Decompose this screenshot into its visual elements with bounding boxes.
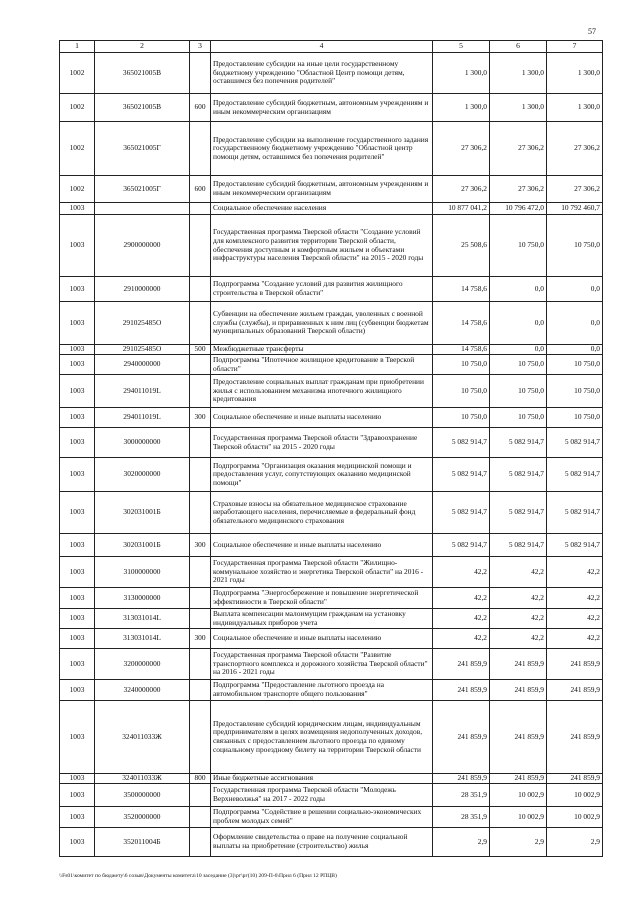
- amount-col-6-cell: 10 750,0: [490, 355, 547, 375]
- expense-type-cell: [190, 355, 211, 375]
- item-name-cell: Предоставление субсидий бюджетным, автономным учреждениям и иным некоммерческим организациям: [211, 176, 433, 203]
- table-row: [60, 408, 603, 428]
- amount-col-6-cell: 5 082 914,7: [490, 534, 547, 557]
- amount-col-7-cell: 42,2: [547, 557, 603, 588]
- section-code-cell: 1003: [60, 828, 95, 857]
- item-name-cell: Государственная программа Тверской области "Развитие транспортного комплекса и дорожного хозяйства Тверской области" на 2016 - 2021 годы: [211, 649, 433, 680]
- section-code-cell: 1003: [60, 345, 95, 355]
- amount-col-5-cell: 1 300,0: [433, 94, 490, 122]
- table-row: [60, 784, 603, 807]
- amount-col-7-cell: 27 306,2: [547, 122, 603, 176]
- section-code-cell: 1003: [60, 807, 95, 828]
- section-code-cell: 1003: [60, 629, 95, 649]
- section-code-cell: 1003: [60, 588, 95, 609]
- target-article-cell: 313031014L: [95, 609, 190, 629]
- item-name-cell: Государственная программа Тверской области "Жилищно-коммунальное хозяйство и энергетика Тверской области" на 2016 - 2021 годы: [211, 557, 433, 588]
- section-code-cell: 1002: [60, 53, 95, 94]
- amount-col-6-cell: 241 859,9: [490, 701, 547, 774]
- expense-type-cell: [190, 53, 211, 94]
- section-code-cell: 1003: [60, 302, 95, 345]
- amount-col-6-cell: 42,2: [490, 629, 547, 649]
- target-article-cell: 302031001Б: [95, 492, 190, 534]
- amount-col-7-cell: 5 082 914,7: [547, 428, 603, 458]
- table-row: [60, 492, 603, 534]
- item-name-cell: Подпрограмма "Содействие в решении социально-экономических проблем молодых семей": [211, 807, 433, 828]
- amount-col-6-cell: 0,0: [490, 277, 547, 302]
- amount-col-7-cell: 42,2: [547, 588, 603, 609]
- amount-col-5-cell: 25 508,6: [433, 215, 490, 277]
- item-name-cell: Подпрограмма "Предоставление льготного проезда на автомобильном транспорте общего пользования": [211, 680, 433, 701]
- amount-col-6-cell: 10 750,0: [490, 215, 547, 277]
- amount-col-5-cell: 42,2: [433, 609, 490, 629]
- amount-col-7-cell: 2,9: [547, 828, 603, 857]
- table-row: [60, 629, 603, 649]
- amount-col-7-cell: 241 859,9: [547, 680, 603, 701]
- amount-col-6-cell: 27 306,2: [490, 122, 547, 176]
- item-name-cell: Социальное обеспечение и иные выплаты населению: [211, 629, 433, 649]
- section-code-cell: 1003: [60, 492, 95, 534]
- amount-col-7-cell: 5 082 914,7: [547, 492, 603, 534]
- amount-col-6-cell: 5 082 914,7: [490, 458, 547, 492]
- amount-col-5-cell: 2,9: [433, 828, 490, 857]
- header-col-7: 7: [547, 41, 603, 53]
- item-name-cell: Социальное обеспечение населения: [211, 203, 433, 215]
- expense-type-cell: [190, 277, 211, 302]
- amount-col-7-cell: 241 859,9: [547, 701, 603, 774]
- item-name-cell: Государственная программа Тверской области "Здравоохранение Тверской области" на 2015 - 2020 годы: [211, 428, 433, 458]
- page-number: 57: [588, 27, 596, 36]
- section-code-cell: 1003: [60, 277, 95, 302]
- amount-col-6-cell: 241 859,9: [490, 774, 547, 784]
- expense-type-cell: [190, 588, 211, 609]
- table-row: [60, 701, 603, 774]
- section-code-cell: 1003: [60, 408, 95, 428]
- amount-col-6-cell: 241 859,9: [490, 649, 547, 680]
- amount-col-5-cell: 10 750,0: [433, 375, 490, 408]
- header-col-3: 3: [190, 41, 211, 53]
- amount-col-6-cell: 10 750,0: [490, 408, 547, 428]
- amount-col-6-cell: 5 082 914,7: [490, 492, 547, 534]
- item-name-cell: Предоставление социальных выплат гражданам при приобретении жилья с использованием механизма ипотечного жилищного кредитования: [211, 375, 433, 408]
- amount-col-7-cell: 10 750,0: [547, 408, 603, 428]
- item-name-cell: Подпрограмма "Энергосбережение и повышение энергетической эффективности в Тверской области": [211, 588, 433, 609]
- header-col-2: 2: [95, 41, 190, 53]
- section-code-cell: 1003: [60, 774, 95, 784]
- expense-type-cell: 600: [190, 94, 211, 122]
- expense-type-cell: [190, 649, 211, 680]
- expense-type-cell: 800: [190, 774, 211, 784]
- item-name-cell: Иные бюджетные ассигнования: [211, 774, 433, 784]
- expense-type-cell: [190, 122, 211, 176]
- item-name-cell: Предоставление субсидии на иные цели государственному бюджетному учреждению "Областной Центр помощи детям, оставшимся без попечения родителей": [211, 53, 433, 94]
- section-code-cell: 1003: [60, 375, 95, 408]
- table-row: [60, 375, 603, 408]
- section-code-cell: 1003: [60, 557, 95, 588]
- amount-col-7-cell: 0,0: [547, 302, 603, 345]
- amount-col-6-cell: 10 002,9: [490, 784, 547, 807]
- item-name-cell: Государственная программа Тверской области "Молодежь Верхневолжья" на 2017 - 2022 годы: [211, 784, 433, 807]
- item-name-cell: Предоставление субсидий юридическим лицам, индивидуальным предпринимателям в целях возмещения недополученных доходов, связанных с предоставлением льготного проезда по единому социальному проездному билету на территории Тверской области: [211, 701, 433, 774]
- section-code-cell: 1003: [60, 458, 95, 492]
- expense-type-cell: [190, 807, 211, 828]
- expense-type-cell: 300: [190, 408, 211, 428]
- target-article-cell: [95, 203, 190, 215]
- item-name-cell: Страховые взносы на обязательное медицинское страхование неработающего населения, перечисляемые в федеральный фонд обязательного медицинского страхования: [211, 492, 433, 534]
- target-article-cell: 3000000000: [95, 428, 190, 458]
- amount-col-5-cell: 28 351,9: [433, 784, 490, 807]
- table-row: [60, 807, 603, 828]
- item-name-cell: Предоставление субсидии на выполнение государственного задания государственному бюджетному учреждению "Областной центр помощи детям, оставшимся без попечения родителей": [211, 122, 433, 176]
- amount-col-6-cell: 1 300,0: [490, 94, 547, 122]
- amount-col-7-cell: 1 300,0: [547, 94, 603, 122]
- amount-col-5-cell: 14 758,6: [433, 302, 490, 345]
- amount-col-7-cell: 42,2: [547, 629, 603, 649]
- expense-type-cell: [190, 557, 211, 588]
- amount-col-5-cell: 5 082 914,7: [433, 534, 490, 557]
- table-row: [60, 534, 603, 557]
- section-code-cell: 1003: [60, 215, 95, 277]
- section-code-cell: 1003: [60, 701, 95, 774]
- target-article-cell: 324011033Ж: [95, 701, 190, 774]
- amount-col-6-cell: 1 300,0: [490, 53, 547, 94]
- amount-col-7-cell: 241 859,9: [547, 649, 603, 680]
- section-code-cell: 1002: [60, 94, 95, 122]
- footer-file-path: \\Fs01\комитет по бюджету\6 созыв\Документы комитета\10 заседание (3)\рг\рг(10) 209-П-6\Прил 6 (Прил 12 РПЦВ): [59, 873, 337, 879]
- item-name-cell: Межбюджетные трансферты: [211, 345, 433, 355]
- amount-col-5-cell: 42,2: [433, 557, 490, 588]
- target-article-cell: 302031001Б: [95, 534, 190, 557]
- amount-col-7-cell: 10 750,0: [547, 215, 603, 277]
- table-row: [60, 215, 603, 277]
- section-code-cell: 1003: [60, 649, 95, 680]
- target-article-cell: 3100000000: [95, 557, 190, 588]
- table-row: [60, 680, 603, 701]
- item-name-cell: Выплата компенсации малоимущим гражданам на установку индивидуальных приборов учета: [211, 609, 433, 629]
- amount-col-5-cell: 10 750,0: [433, 355, 490, 375]
- amount-col-6-cell: 10 002,9: [490, 807, 547, 828]
- amount-col-5-cell: 28 351,9: [433, 807, 490, 828]
- item-name-cell: Подпрограмма "Ипотечное жилищное кредитование в Тверской области": [211, 355, 433, 375]
- target-article-cell: 294011019L: [95, 375, 190, 408]
- table-row: [60, 557, 603, 588]
- expense-type-cell: [190, 828, 211, 857]
- table-row: [60, 302, 603, 345]
- amount-col-5-cell: 241 859,9: [433, 774, 490, 784]
- target-article-cell: 3500000000: [95, 784, 190, 807]
- table-row: [60, 458, 603, 492]
- amount-col-6-cell: 10 750,0: [490, 375, 547, 408]
- item-name-cell: Социальное обеспечение и иные выплаты населению: [211, 534, 433, 557]
- table-body: [60, 53, 603, 857]
- expense-type-cell: [190, 609, 211, 629]
- table-row: [60, 609, 603, 629]
- expense-type-cell: [190, 215, 211, 277]
- amount-col-5-cell: 14 758,6: [433, 345, 490, 355]
- table-row: [60, 176, 603, 203]
- section-code-cell: 1003: [60, 428, 95, 458]
- target-article-cell: 3130000000: [95, 588, 190, 609]
- target-article-cell: 3020000000: [95, 458, 190, 492]
- amount-col-6-cell: 10 796 472,0: [490, 203, 547, 215]
- target-article-cell: 2940000000: [95, 355, 190, 375]
- amount-col-5-cell: 1 300,0: [433, 53, 490, 94]
- target-article-cell: 365021005В: [95, 53, 190, 94]
- amount-col-5-cell: 5 082 914,7: [433, 428, 490, 458]
- table-row: [60, 53, 603, 94]
- item-name-cell: Оформление свидетельства о праве на получение социальной выплаты на приобретение (строительство) жилья: [211, 828, 433, 857]
- item-name-cell: Предоставление субсидий бюджетным, автономным учреждениям и иным некоммерческим организациям: [211, 94, 433, 122]
- amount-col-7-cell: 5 082 914,7: [547, 534, 603, 557]
- amount-col-7-cell: 241 859,9: [547, 774, 603, 784]
- amount-col-7-cell: 10 750,0: [547, 375, 603, 408]
- target-article-cell: 352011004Б: [95, 828, 190, 857]
- header-col-5: 5: [433, 41, 490, 53]
- expense-type-cell: 300: [190, 534, 211, 557]
- table-row: [60, 345, 603, 355]
- item-name-cell: Социальное обеспечение и иные выплаты населению: [211, 408, 433, 428]
- target-article-cell: 365021005Г: [95, 176, 190, 203]
- item-name-cell: Подпрограмма "Организация оказания медицинской помощи и предоставления услуг, сопутствующих оказанию медицинской помощи": [211, 458, 433, 492]
- expense-type-cell: [190, 428, 211, 458]
- section-code-cell: 1003: [60, 680, 95, 701]
- amount-col-5-cell: 42,2: [433, 629, 490, 649]
- table-row: [60, 277, 603, 302]
- table-row: [60, 203, 603, 215]
- amount-col-5-cell: 241 859,9: [433, 701, 490, 774]
- amount-col-5-cell: 27 306,2: [433, 122, 490, 176]
- amount-col-5-cell: 241 859,9: [433, 680, 490, 701]
- target-article-cell: 291025485О: [95, 345, 190, 355]
- amount-col-7-cell: 10 002,9: [547, 784, 603, 807]
- target-article-cell: 365021005В: [95, 94, 190, 122]
- amount-col-6-cell: 42,2: [490, 609, 547, 629]
- amount-col-5-cell: 42,2: [433, 588, 490, 609]
- target-article-cell: 291025485О: [95, 302, 190, 345]
- section-code-cell: 1003: [60, 355, 95, 375]
- amount-col-6-cell: 0,0: [490, 345, 547, 355]
- expense-type-cell: [190, 375, 211, 408]
- target-article-cell: 313031014L: [95, 629, 190, 649]
- amount-col-7-cell: 42,2: [547, 609, 603, 629]
- target-article-cell: 3520000000: [95, 807, 190, 828]
- expense-type-cell: [190, 784, 211, 807]
- amount-col-5-cell: 10 877 041,2: [433, 203, 490, 215]
- amount-col-7-cell: 0,0: [547, 277, 603, 302]
- section-code-cell: 1002: [60, 122, 95, 176]
- target-article-cell: 3240000000: [95, 680, 190, 701]
- expense-type-cell: [190, 458, 211, 492]
- expense-type-cell: [190, 492, 211, 534]
- amount-col-7-cell: 1 300,0: [547, 53, 603, 94]
- item-name-cell: Государственная программа Тверской области "Создание условий для комплексного развития территории Тверской области, обеспечения доступным и комфортным жильем и объектами инфраструктуры населения Тверской области" на 2015 - 2020 годы: [211, 215, 433, 277]
- table-row: [60, 428, 603, 458]
- expense-type-cell: [190, 203, 211, 215]
- expense-type-cell: 300: [190, 629, 211, 649]
- section-code-cell: 1003: [60, 784, 95, 807]
- amount-col-6-cell: 27 306,2: [490, 176, 547, 203]
- amount-col-5-cell: 27 306,2: [433, 176, 490, 203]
- amount-col-7-cell: 0,0: [547, 345, 603, 355]
- amount-col-5-cell: 5 082 914,7: [433, 458, 490, 492]
- amount-col-5-cell: 10 750,0: [433, 408, 490, 428]
- expense-type-cell: 600: [190, 176, 211, 203]
- amount-col-6-cell: 42,2: [490, 588, 547, 609]
- target-article-cell: 324011033Ж: [95, 774, 190, 784]
- table-row: [60, 355, 603, 375]
- expense-type-cell: [190, 701, 211, 774]
- table-header: [60, 41, 603, 53]
- amount-col-7-cell: 10 750,0: [547, 355, 603, 375]
- amount-col-5-cell: 14 758,6: [433, 277, 490, 302]
- amount-col-7-cell: 27 306,2: [547, 176, 603, 203]
- section-code-cell: 1002: [60, 176, 95, 203]
- target-article-cell: 2910000000: [95, 277, 190, 302]
- amount-col-6-cell: 5 082 914,7: [490, 428, 547, 458]
- section-code-cell: 1003: [60, 534, 95, 557]
- amount-col-5-cell: 241 859,9: [433, 649, 490, 680]
- section-code-cell: 1003: [60, 203, 95, 215]
- expense-type-cell: [190, 680, 211, 701]
- section-code-cell: 1003: [60, 609, 95, 629]
- amount-col-6-cell: 2,9: [490, 828, 547, 857]
- amount-col-6-cell: 42,2: [490, 557, 547, 588]
- header-col-1: 1: [60, 41, 95, 53]
- item-name-cell: Субвенции на обеспечение жильем граждан, уволенных с военной службы (службы), и приравненных к ним лиц (субвенции бюджетам муниципальных образований Тверской области): [211, 302, 433, 345]
- table-row: [60, 649, 603, 680]
- table-row: [60, 774, 603, 784]
- table-row: [60, 588, 603, 609]
- budget-table: [59, 40, 603, 857]
- item-name-cell: Подпрограмма "Создание условий для развития жилищного строительства в Тверской области": [211, 277, 433, 302]
- header-col-6: 6: [490, 41, 547, 53]
- amount-col-6-cell: 241 859,9: [490, 680, 547, 701]
- table-row: [60, 94, 603, 122]
- amount-col-7-cell: 10 792 460,7: [547, 203, 603, 215]
- target-article-cell: 294011019L: [95, 408, 190, 428]
- target-article-cell: 365021005Г: [95, 122, 190, 176]
- amount-col-5-cell: 5 082 914,7: [433, 492, 490, 534]
- amount-col-6-cell: 0,0: [490, 302, 547, 345]
- table-row: [60, 122, 603, 176]
- header-row: [60, 41, 603, 53]
- amount-col-7-cell: 10 002,9: [547, 807, 603, 828]
- header-col-4: 4: [211, 41, 433, 53]
- table-row: [60, 828, 603, 857]
- target-article-cell: 2900000000: [95, 215, 190, 277]
- amount-col-7-cell: 5 082 914,7: [547, 458, 603, 492]
- target-article-cell: 3200000000: [95, 649, 190, 680]
- expense-type-cell: [190, 302, 211, 345]
- expense-type-cell: 500: [190, 345, 211, 355]
